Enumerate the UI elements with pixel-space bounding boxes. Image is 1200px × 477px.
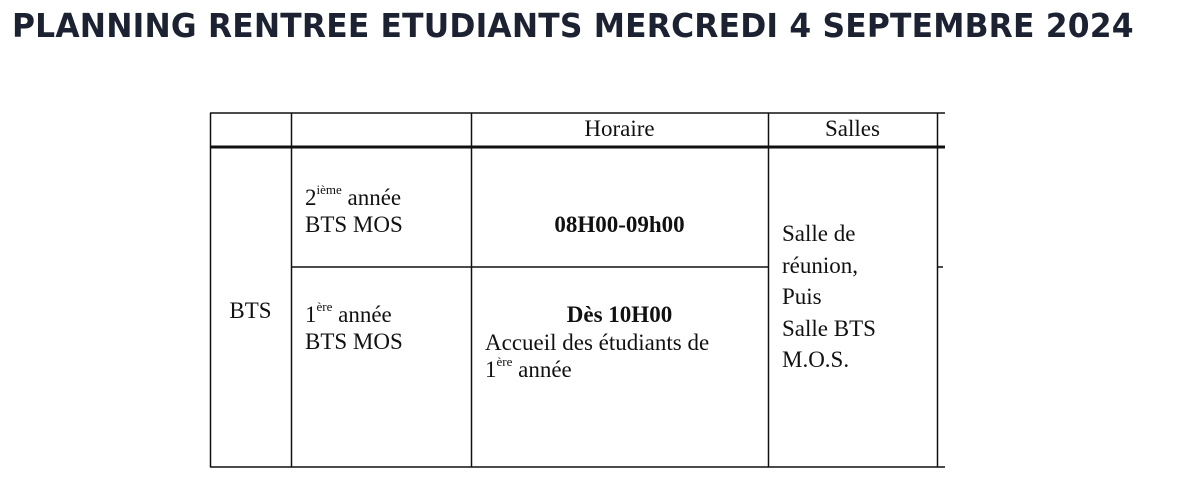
row2-year — [305, 301, 403, 328]
row1-program-cell — [305, 184, 403, 238]
salles-line2: réunion, — [782, 252, 859, 278]
header-salles: Salles — [825, 116, 880, 141]
salles-line4: Salle BTS — [782, 315, 876, 341]
row1-time: 08H00-09h00 — [554, 212, 685, 237]
row2-year-sup: ère — [316, 299, 333, 315]
row1-year-sup: ième — [316, 182, 342, 198]
row2-description — [485, 329, 709, 383]
salles-line3: Puis — [782, 284, 822, 309]
salles-line1: Salle de — [782, 221, 856, 246]
row2-desc-num: 1 — [485, 357, 497, 382]
row1-year-word: année — [341, 185, 402, 210]
row2-time: Dès 10H00 — [566, 302, 673, 327]
row2-program: BTS MOS — [305, 329, 403, 354]
row2-year-num: 1 — [305, 302, 317, 327]
group-label: BTS — [229, 298, 272, 323]
page-title: PLANNING RENTREE ETUDIANTS MERCREDI 4 SEPTEMBRE 2024 — [12, 6, 1134, 45]
row2-desc-line1: Accueil des étudiants de — [485, 330, 710, 355]
salles-line5: M.O.S. — [782, 347, 850, 372]
row2-desc-word: année — [512, 357, 572, 382]
row2-desc-sup: ère — [496, 354, 513, 370]
row2-program-cell — [305, 301, 403, 355]
salles-cell — [782, 218, 876, 376]
row2-year-word: année — [332, 302, 392, 327]
row1-program: BTS MOS — [305, 212, 403, 237]
row1-year-num: 2 — [305, 185, 317, 210]
row2-desc-line2 — [485, 356, 709, 383]
header-horaire: Horaire — [584, 116, 655, 141]
row1-year — [305, 184, 403, 211]
